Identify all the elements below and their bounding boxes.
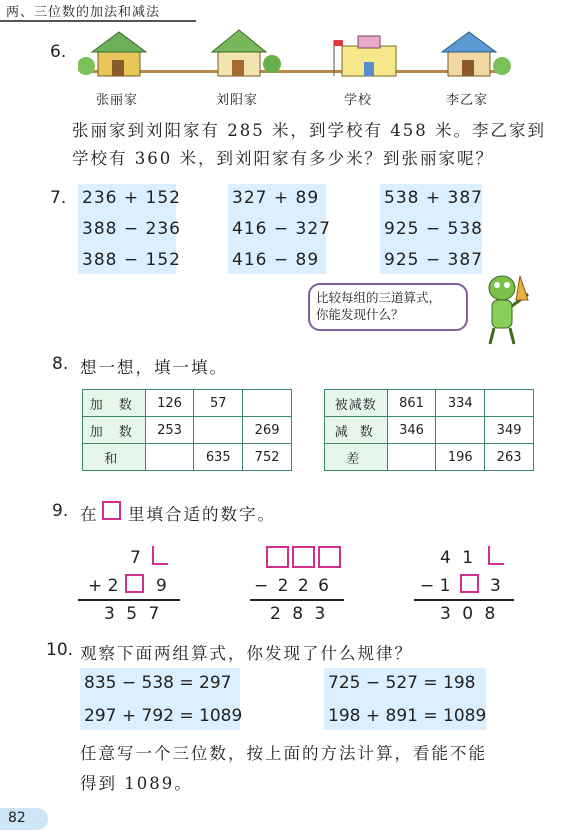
calc-2-1: 327 + 89 [232, 188, 320, 208]
problem-9-title-pre: 在 [80, 505, 99, 524]
table-row [83, 417, 292, 444]
v3-row1-blank[interactable] [488, 546, 504, 565]
v1-row1-blank[interactable] [152, 546, 168, 565]
v3-sum-line [414, 599, 514, 601]
v1-result: 3 5 7 [104, 604, 160, 624]
table-cell: 253 [145, 417, 194, 444]
v2-blank-1[interactable] [266, 546, 289, 568]
table-header-cell: 被减数 [325, 390, 388, 417]
table-header-cell: 和 [83, 444, 146, 471]
table-cell: 349 [485, 417, 534, 444]
calc-3-2: 925 − 538 [384, 219, 483, 239]
v3-row1-digits: 4 1 [440, 548, 474, 568]
v2-blank-2[interactable] [292, 546, 315, 568]
speech-bubble-line2: 你能发现什么？ [316, 307, 404, 322]
house-label-liyi: 李乙家 [446, 93, 489, 108]
v3-row2-digit: 3 [490, 576, 501, 596]
table-row [325, 444, 534, 471]
addition-table [82, 389, 292, 471]
table-row [325, 417, 534, 444]
chapter-title: 两、三位数的加法和减法 [6, 5, 161, 20]
calc-3-3: 925 − 387 [384, 250, 483, 270]
calc-1-3: 388 − 152 [82, 250, 181, 270]
table-blank-cell[interactable] [387, 444, 436, 471]
table-cell: 57 [194, 390, 243, 417]
problem-9-number: 9. [52, 501, 69, 521]
blank-box-icon [102, 501, 121, 520]
problem-10-number: 10. [46, 640, 74, 660]
v2-result: 2 8 3 [270, 604, 326, 624]
problem-8-title: 想一想，填一填。 [80, 358, 228, 377]
table-row [83, 444, 292, 471]
house-label-zhangli: 张丽家 [96, 93, 139, 108]
table-header-cell: 加 数 [83, 417, 146, 444]
problem-10-text-line1: 任意写一个三位数，按上面的方法计算，看能不能 [80, 744, 487, 763]
problem-9-title-post: 里填合适的数字。 [128, 505, 276, 524]
house-icon [212, 30, 281, 76]
calc-1-2: 388 − 236 [82, 219, 181, 239]
table-cell: 334 [436, 390, 485, 417]
problem-6-number: 6. [50, 42, 67, 62]
table-blank-cell[interactable] [145, 444, 194, 471]
table-cell: 861 [387, 390, 436, 417]
house-label-school: 学校 [344, 93, 373, 108]
v3-result: 3 0 8 [440, 604, 496, 624]
equation-1-1: 835 − 538 = 297 [84, 673, 232, 693]
house-icon [442, 32, 511, 76]
table-cell: 263 [485, 444, 534, 471]
calc-3-1: 538 + 387 [384, 188, 483, 208]
table-cell: 346 [387, 417, 436, 444]
problem-8-number: 8. [52, 354, 69, 374]
equation-2-1: 725 − 527 = 198 [328, 673, 476, 693]
problem-6-text-line1: 张丽家到刘阳家有 285 米，到学校有 458 米。李乙家到 [72, 121, 546, 140]
house-label-liuyang: 刘阳家 [216, 93, 259, 108]
house-icon [78, 32, 146, 76]
table-header-cell: 减 数 [325, 417, 388, 444]
equation-1-2: 297 + 792 = 1089 [84, 706, 243, 726]
v1-row2-prefix: + 2 [88, 576, 119, 596]
v2-sum-line [250, 599, 344, 601]
table-header-cell: 加 数 [83, 390, 146, 417]
v3-row2-blank[interactable] [460, 574, 479, 593]
v2-blank-3[interactable] [318, 546, 341, 568]
table-cell: 635 [194, 444, 243, 471]
problem-10-title: 观察下面两组算式，你发现了什么规律？ [80, 644, 413, 663]
problem-6-text-line2: 学校有 360 米，到刘阳家有多少米？到张丽家呢？ [72, 149, 494, 168]
calc-1-1: 236 + 152 [82, 188, 181, 208]
houses-illustration [78, 28, 518, 88]
v1-row2-digit: 9 [156, 576, 167, 596]
table-blank-cell[interactable] [485, 390, 534, 417]
speech-bubble-line1: 比较每组的三道算式， [316, 290, 442, 305]
table-cell: 196 [436, 444, 485, 471]
table-cell: 269 [243, 417, 292, 444]
v1-row2-blank[interactable] [125, 574, 144, 593]
table-row [325, 390, 534, 417]
table-blank-cell[interactable] [243, 390, 292, 417]
v1-sum-line [78, 599, 180, 601]
problem-7-number: 7. [50, 188, 67, 208]
table-blank-cell[interactable] [194, 417, 243, 444]
table-header-cell: 差 [325, 444, 388, 471]
table-cell: 126 [145, 390, 194, 417]
school-icon [334, 36, 396, 76]
v2-row2: − 2 2 6 [254, 576, 329, 596]
subtraction-table [324, 389, 534, 471]
problem-10-text-line2: 得到 1089。 [80, 774, 193, 793]
table-blank-cell[interactable] [436, 417, 485, 444]
v3-row2-prefix: − 1 [420, 576, 451, 596]
pencil-mascot-icon [470, 272, 534, 348]
equation-2-2: 198 + 891 = 1089 [328, 706, 487, 726]
table-cell: 752 [243, 444, 292, 471]
page-number: 82 [8, 810, 26, 826]
table-row [83, 390, 292, 417]
v1-row1-digit: 7 [130, 548, 141, 568]
calc-2-3: 416 − 89 [232, 250, 320, 270]
calc-2-2: 416 − 327 [232, 219, 331, 239]
